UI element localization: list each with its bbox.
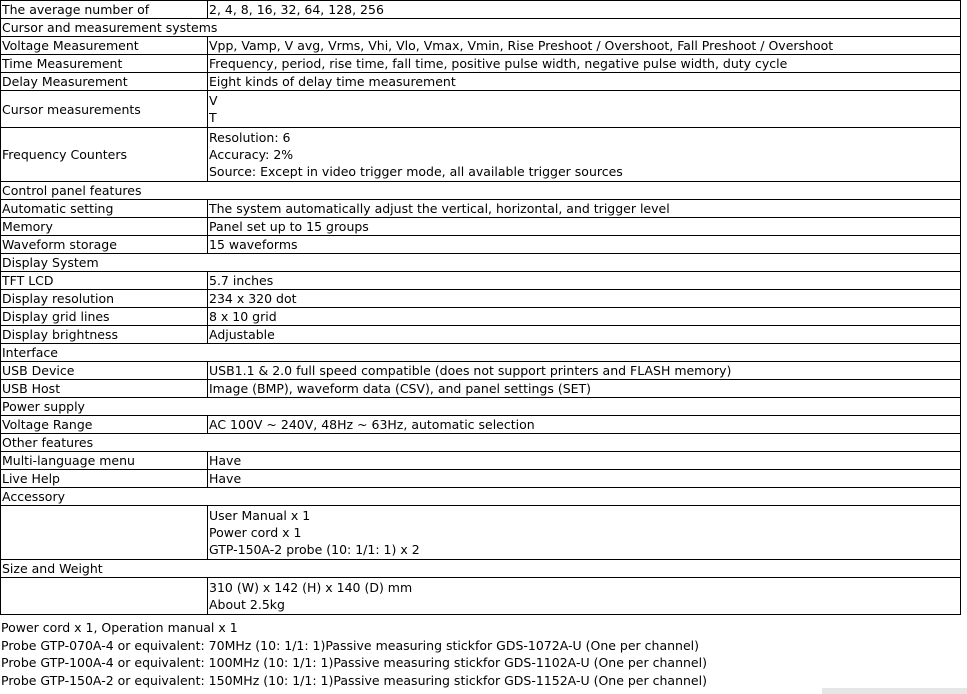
spec-value-line: T [209, 110, 217, 125]
footer-line: Probe GTP-070A-4 or equivalent: 70MHz (10: 1/1: 1)Passive measuring stickfor GDS-1072A-U (One per channel) [1, 637, 699, 653]
section-heading: Power supply [1, 398, 961, 416]
spec-value-line: User Manual x 1 [209, 508, 311, 523]
table-row [1, 91, 961, 128]
spec-label: Voltage Range [1, 416, 208, 434]
spec-value-line: 310 (W) x 142 (H) x 140 (D) mm [209, 580, 413, 595]
table-row [1, 416, 961, 434]
table-row [1, 362, 961, 380]
section-heading: Control panel features [1, 182, 961, 200]
section-heading: Other features [1, 434, 961, 452]
spec-label: Display brightness [1, 326, 208, 344]
spec-value: 5.7 inches [208, 272, 961, 290]
spec-label: Voltage Measurement [1, 37, 208, 55]
section-row [1, 398, 961, 416]
table-row [1, 37, 961, 55]
spec-value: Image (BMP), waveform data (CSV), and panel settings (SET) [208, 380, 961, 398]
table-row [1, 380, 961, 398]
section-row [1, 560, 961, 578]
spec-value: 8 x 10 grid [208, 308, 961, 326]
spec-value-line: About 2.5kg [209, 597, 285, 612]
section-heading: Size and Weight [1, 560, 961, 578]
table-row [1, 308, 961, 326]
spec-label: USB Host [1, 380, 208, 398]
spec-label: Multi-language menu [1, 452, 208, 470]
spec-value: Have [208, 452, 961, 470]
table-row [1, 506, 961, 560]
spec-label: USB Device [1, 362, 208, 380]
table-row [1, 236, 961, 254]
table-row [1, 290, 961, 308]
spec-value: Eight kinds of delay time measurement [208, 73, 961, 91]
table-row [1, 1, 961, 19]
table-row [1, 73, 961, 91]
spec-value-line: V [209, 93, 218, 108]
spec-value: Frequency, period, rise time, fall time, positive pulse width, negative pulse width, duty cycle [208, 55, 961, 73]
section-row [1, 488, 961, 506]
spec-value: Adjustable [208, 326, 961, 344]
table-row [1, 218, 961, 236]
section-row [1, 19, 961, 37]
spec-value [208, 578, 961, 615]
table-row [1, 128, 961, 182]
spec-value: USB1.1 & 2.0 full speed compatible (does not support printers and FLASH memory) [208, 362, 961, 380]
table-row [1, 326, 961, 344]
table-row [1, 200, 961, 218]
section-row [1, 254, 961, 272]
spec-label [1, 578, 208, 615]
table-row [1, 272, 961, 290]
table-row [1, 470, 961, 488]
spec-label: Display grid lines [1, 308, 208, 326]
spec-value-line: Source: Except in video trigger mode, all available trigger sources [209, 164, 623, 179]
spec-value [208, 128, 961, 182]
spec-value-line: GTP-150A-2 probe (10: 1/1: 1) x 2 [209, 542, 420, 557]
spec-value: 15 waveforms [208, 236, 961, 254]
spec-label: Display resolution [1, 290, 208, 308]
section-row [1, 182, 961, 200]
spec-value-line: Accuracy: 2% [209, 147, 294, 162]
spec-value: Panel set up to 15 groups [208, 218, 961, 236]
spec-label [1, 506, 208, 560]
horizontal-scrollbar[interactable] [822, 688, 967, 694]
spec-value: The system automatically adjust the vertical, horizontal, and trigger level [208, 200, 961, 218]
spec-value [208, 506, 961, 560]
spec-label: The average number of [1, 1, 208, 19]
table-row [1, 452, 961, 470]
footer-line: Probe GTP-150A-2 or equivalent: 150MHz (10: 1/1: 1)Passive measuring stickfor GDS-1152A-U (One per channel) [1, 672, 707, 688]
spec-value [208, 91, 961, 128]
footer-line: Probe GTP-100A-4 or equivalent: 100MHz (10: 1/1: 1)Passive measuring stickfor GDS-1102A-U (One per channel) [1, 655, 707, 670]
spec-label: Time Measurement [1, 55, 208, 73]
footer-line: Power cord x 1, Operation manual x 1 [1, 620, 238, 635]
section-heading: Accessory [1, 488, 961, 506]
spec-value-line: Resolution: 6 [209, 130, 291, 145]
spec-label: Frequency Counters [1, 128, 208, 182]
spec-value: 2, 4, 8, 16, 32, 64, 128, 256 [208, 1, 961, 19]
spec-label: Live Help [1, 470, 208, 488]
section-row [1, 344, 961, 362]
spec-value: 234 x 320 dot [208, 290, 961, 308]
section-heading: Display System [1, 254, 961, 272]
spec-value: Have [208, 470, 961, 488]
spec-value-line: Power cord x 1 [209, 525, 302, 540]
spec-value: AC 100V ~ 240V, 48Hz ~ 63Hz, automatic selection [208, 416, 961, 434]
section-heading: Interface [1, 344, 961, 362]
footer-notes [1, 619, 961, 689]
spec-table-body [1, 1, 961, 615]
table-row [1, 55, 961, 73]
spec-value: Vpp, Vamp, V avg, Vrms, Vhi, Vlo, Vmax, Vmin, Rise Preshoot / Overshoot, Fall Preshoot / Overshoot [208, 37, 961, 55]
spec-label: Cursor measurements [1, 91, 208, 128]
spec-label: Memory [1, 218, 208, 236]
section-heading: Cursor and measurement systems [1, 19, 961, 37]
spec-label: Delay Measurement [1, 73, 208, 91]
section-row [1, 434, 961, 452]
spec-label: Automatic setting [1, 200, 208, 218]
spec-label: Waveform storage [1, 236, 208, 254]
table-row [1, 578, 961, 615]
spec-label: TFT LCD [1, 272, 208, 290]
